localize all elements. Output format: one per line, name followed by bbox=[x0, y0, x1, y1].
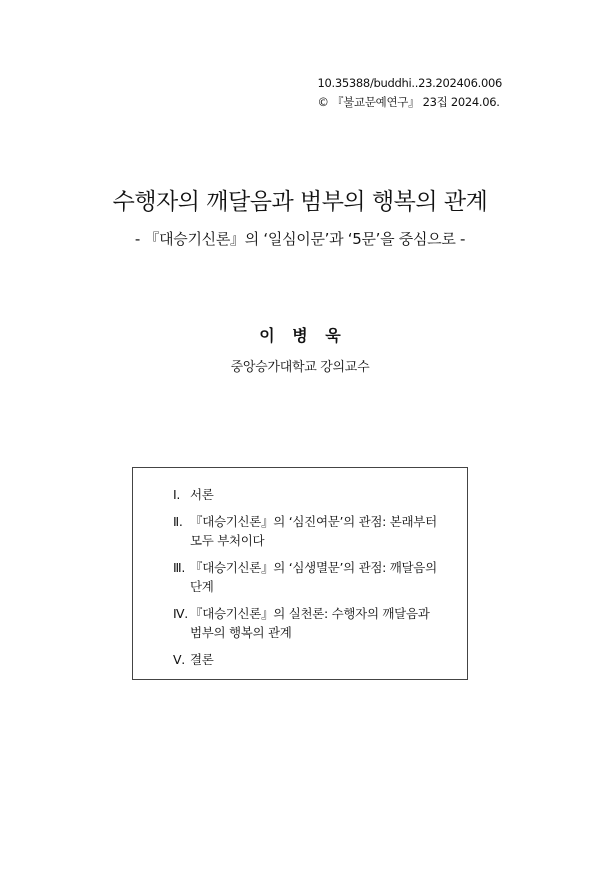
toc-item bbox=[173, 650, 443, 669]
toc-title: 결론 bbox=[190, 652, 214, 667]
toc-number: Ⅰ. bbox=[173, 487, 181, 502]
toc-number: Ⅳ. bbox=[173, 606, 188, 621]
toc-title: 서론 bbox=[190, 487, 214, 502]
toc-title: 『대승기신론』의 ‘심생멸문’의 관점: 깨달음의 단계 bbox=[190, 560, 437, 594]
toc-item bbox=[173, 512, 443, 550]
copyright-text: © 『불교문예연구』 23집 2024.06. bbox=[317, 95, 500, 109]
toc-title: 『대승기신론』의 ‘심진여문’의 관점: 본래부터 모두 부처이다 bbox=[190, 514, 437, 548]
paper-title: 수행자의 깨달음과 범부의 행복의 관계 bbox=[112, 189, 488, 215]
author-affiliation: 중앙승가대학교 강의교수 bbox=[230, 360, 370, 375]
paper-subtitle: - 『대승기신론』의 ‘일심이문’과 ‘5문’을 중심으로 - bbox=[134, 230, 466, 248]
toc-title: 『대승기신론』의 실천론: 수행자의 깨달음과 범부의 행복의 관계 bbox=[190, 606, 430, 640]
citation-block bbox=[317, 74, 502, 112]
toc-number: Ⅴ. bbox=[173, 652, 185, 667]
toc-number: Ⅲ. bbox=[173, 560, 185, 575]
doi-text: 10.35388/buddhi..23.202406.006 bbox=[317, 76, 502, 90]
table-of-contents bbox=[132, 467, 468, 680]
toc-list bbox=[173, 485, 443, 677]
toc-item bbox=[173, 604, 443, 642]
author-name: 이 병 욱 bbox=[259, 326, 347, 345]
toc-number: Ⅱ. bbox=[173, 514, 183, 529]
toc-item bbox=[173, 485, 443, 504]
toc-item bbox=[173, 558, 443, 596]
